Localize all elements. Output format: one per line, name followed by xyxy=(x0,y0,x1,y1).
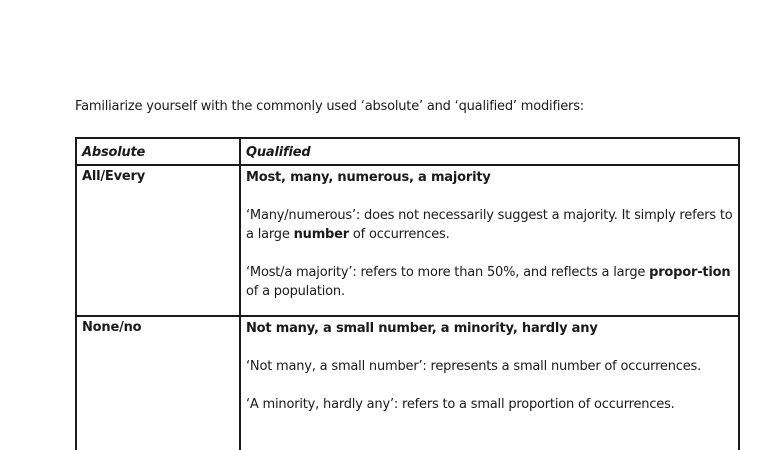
paragraph-text: ‘Most/a majority’: refers to more than 50%, and reflects a large xyxy=(246,265,650,280)
qualified-paragraph: ‘Not many, a small number’: represents a small number of occurrences. xyxy=(246,359,702,374)
paragraph-text: of occurrences. xyxy=(348,227,450,242)
emphasis-text: propor-tion xyxy=(649,265,731,280)
table-row xyxy=(76,165,739,316)
qualified-title: Not many, a small number, a minority, hardly any xyxy=(246,321,598,336)
intro-text: Familiarize yourself with the commonly used ‘absolute’ and ‘qualified’ modifiers: xyxy=(75,99,584,114)
qualified-paragraph xyxy=(246,263,734,301)
header-absolute: Absolute xyxy=(76,138,240,165)
modifiers-table xyxy=(75,137,740,450)
absolute-cell: None/no xyxy=(76,316,240,450)
qualified-paragraph xyxy=(246,206,734,244)
qualified-cell xyxy=(240,316,739,450)
table-row xyxy=(76,316,739,450)
header-qualified: Qualified xyxy=(240,138,739,165)
qualified-cell xyxy=(240,165,739,316)
paragraph-text: of a population. xyxy=(246,284,345,299)
table-header-row xyxy=(76,138,739,165)
qualified-paragraph: ‘A minority, hardly any’: refers to a small proportion of occurrences. xyxy=(246,397,675,412)
paragraph-text: ‘Many/numerous’: does not necessarily suggest a majority. It simply refers to a large xyxy=(246,208,733,242)
qualified-title: Most, many, numerous, a majority xyxy=(246,170,491,185)
emphasis-text: number xyxy=(293,227,349,242)
absolute-cell: All/Every xyxy=(76,165,240,316)
